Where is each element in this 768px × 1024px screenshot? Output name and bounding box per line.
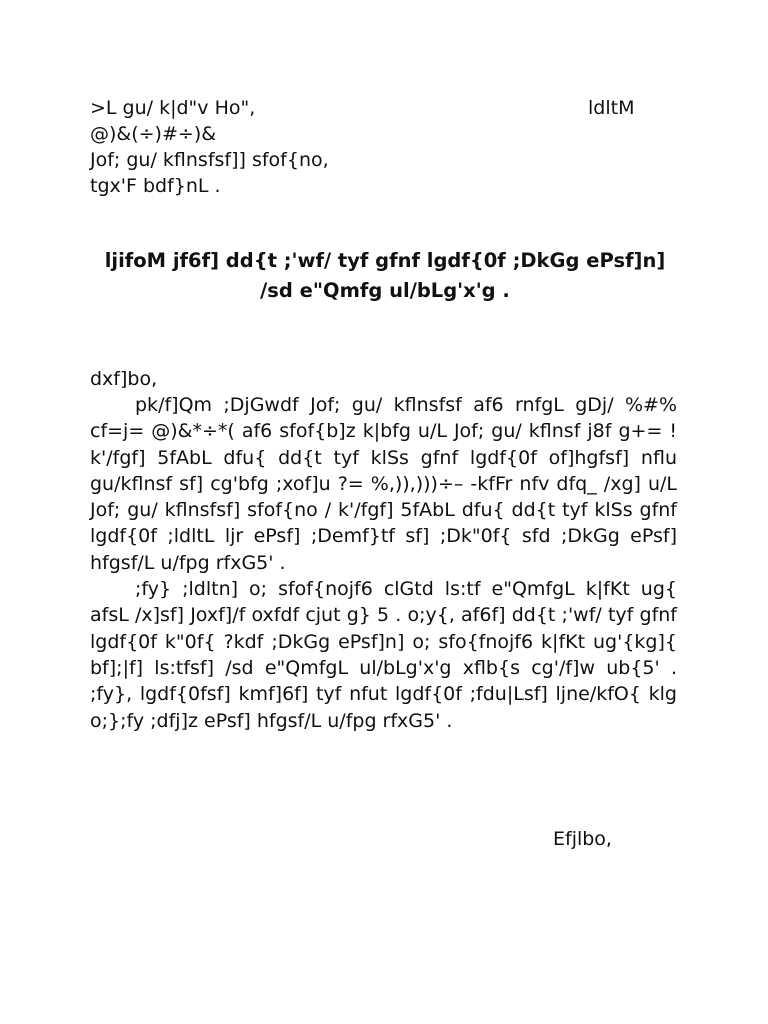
- recipient-line-4: tgx'F bdf}nL .: [90, 175, 221, 197]
- date-label: ldltM: [588, 97, 635, 119]
- recipient-line-3: Jof; gu/ kflnsfsf]] sfof{no,: [90, 149, 329, 171]
- recipient-line-2: @)&(÷)#÷)&: [90, 123, 217, 145]
- subject-heading: ljifoM jf6f] dd{t ;'wf/ tyf gfnf lgdf{0f ;DkGg ePsf]n] /sd e"Qmfg ul/bLg'x'g .: [104, 249, 666, 302]
- salutation: dxf]bo,: [90, 368, 158, 390]
- closing-line: Efjlbo,: [553, 828, 612, 850]
- recipient-line-1: >L gu/ k|d"v Ho",: [90, 97, 256, 119]
- body-paragraph-2: ;fy} ;ldltn] o; sfof{nojf6 clGtd ls:tf e"QmfgL k|fKt ug{ afsL /x]sf] Joxf]/f oxfdf cjut g} 5 . o;y{, af6f] dd{t ;'wf/ tyf gfnf lgdf{0f k"0f{ ?kdf ;DkGg ePsf]n] o; sfo{fnojf6 k|fKt ug'{kg]{ bf];|f] ls:tfsf] /sd e"QmfgL ul/bLg'x'g xflb{s cg'/f]w ub{5' . ;fy}, lgdf{0fsf] kmf]6f] tyf nfut lgdf{0f ;fdu|Lsf] ljne/kfO{ klg o;};fy ;dfj]z ePsf] hfgsf/L u/fpg rfxG5' .: [90, 578, 677, 732]
- body-paragraph-1: pk/f]Qm ;DjGwdf Jof; gu/ kflnsfsf af6 rnfgL gDj/ %#% cf=j= @)&*÷*( af6 sfof{b]z k|bfg u/L Jof; gu/ kflnsf j8f g+= ! k'/fgf] 5fAbL dfu{ dd{t tyf klSs gfnf lgdf{0f of]hgfsf] nflu gu/kflnsf sf] cg'bfg ;xof]u ?= %,)),)))÷– -kfFr nfv dfq_ /xg] u/L Jof; gu/ kflnsfsf] sfof{no / k'/fgf] 5fAbL dfu{ dd{t tyf klSs gfnf lgdf{0f ;ldltL ljr ePsf] ;Demf}tf sf] ;Dk"0f{ sfd ;DkGg ePsf] hfgsf/L u/fpg rfxG5' .: [90, 394, 677, 574]
- letter-body: [90, 392, 677, 734]
